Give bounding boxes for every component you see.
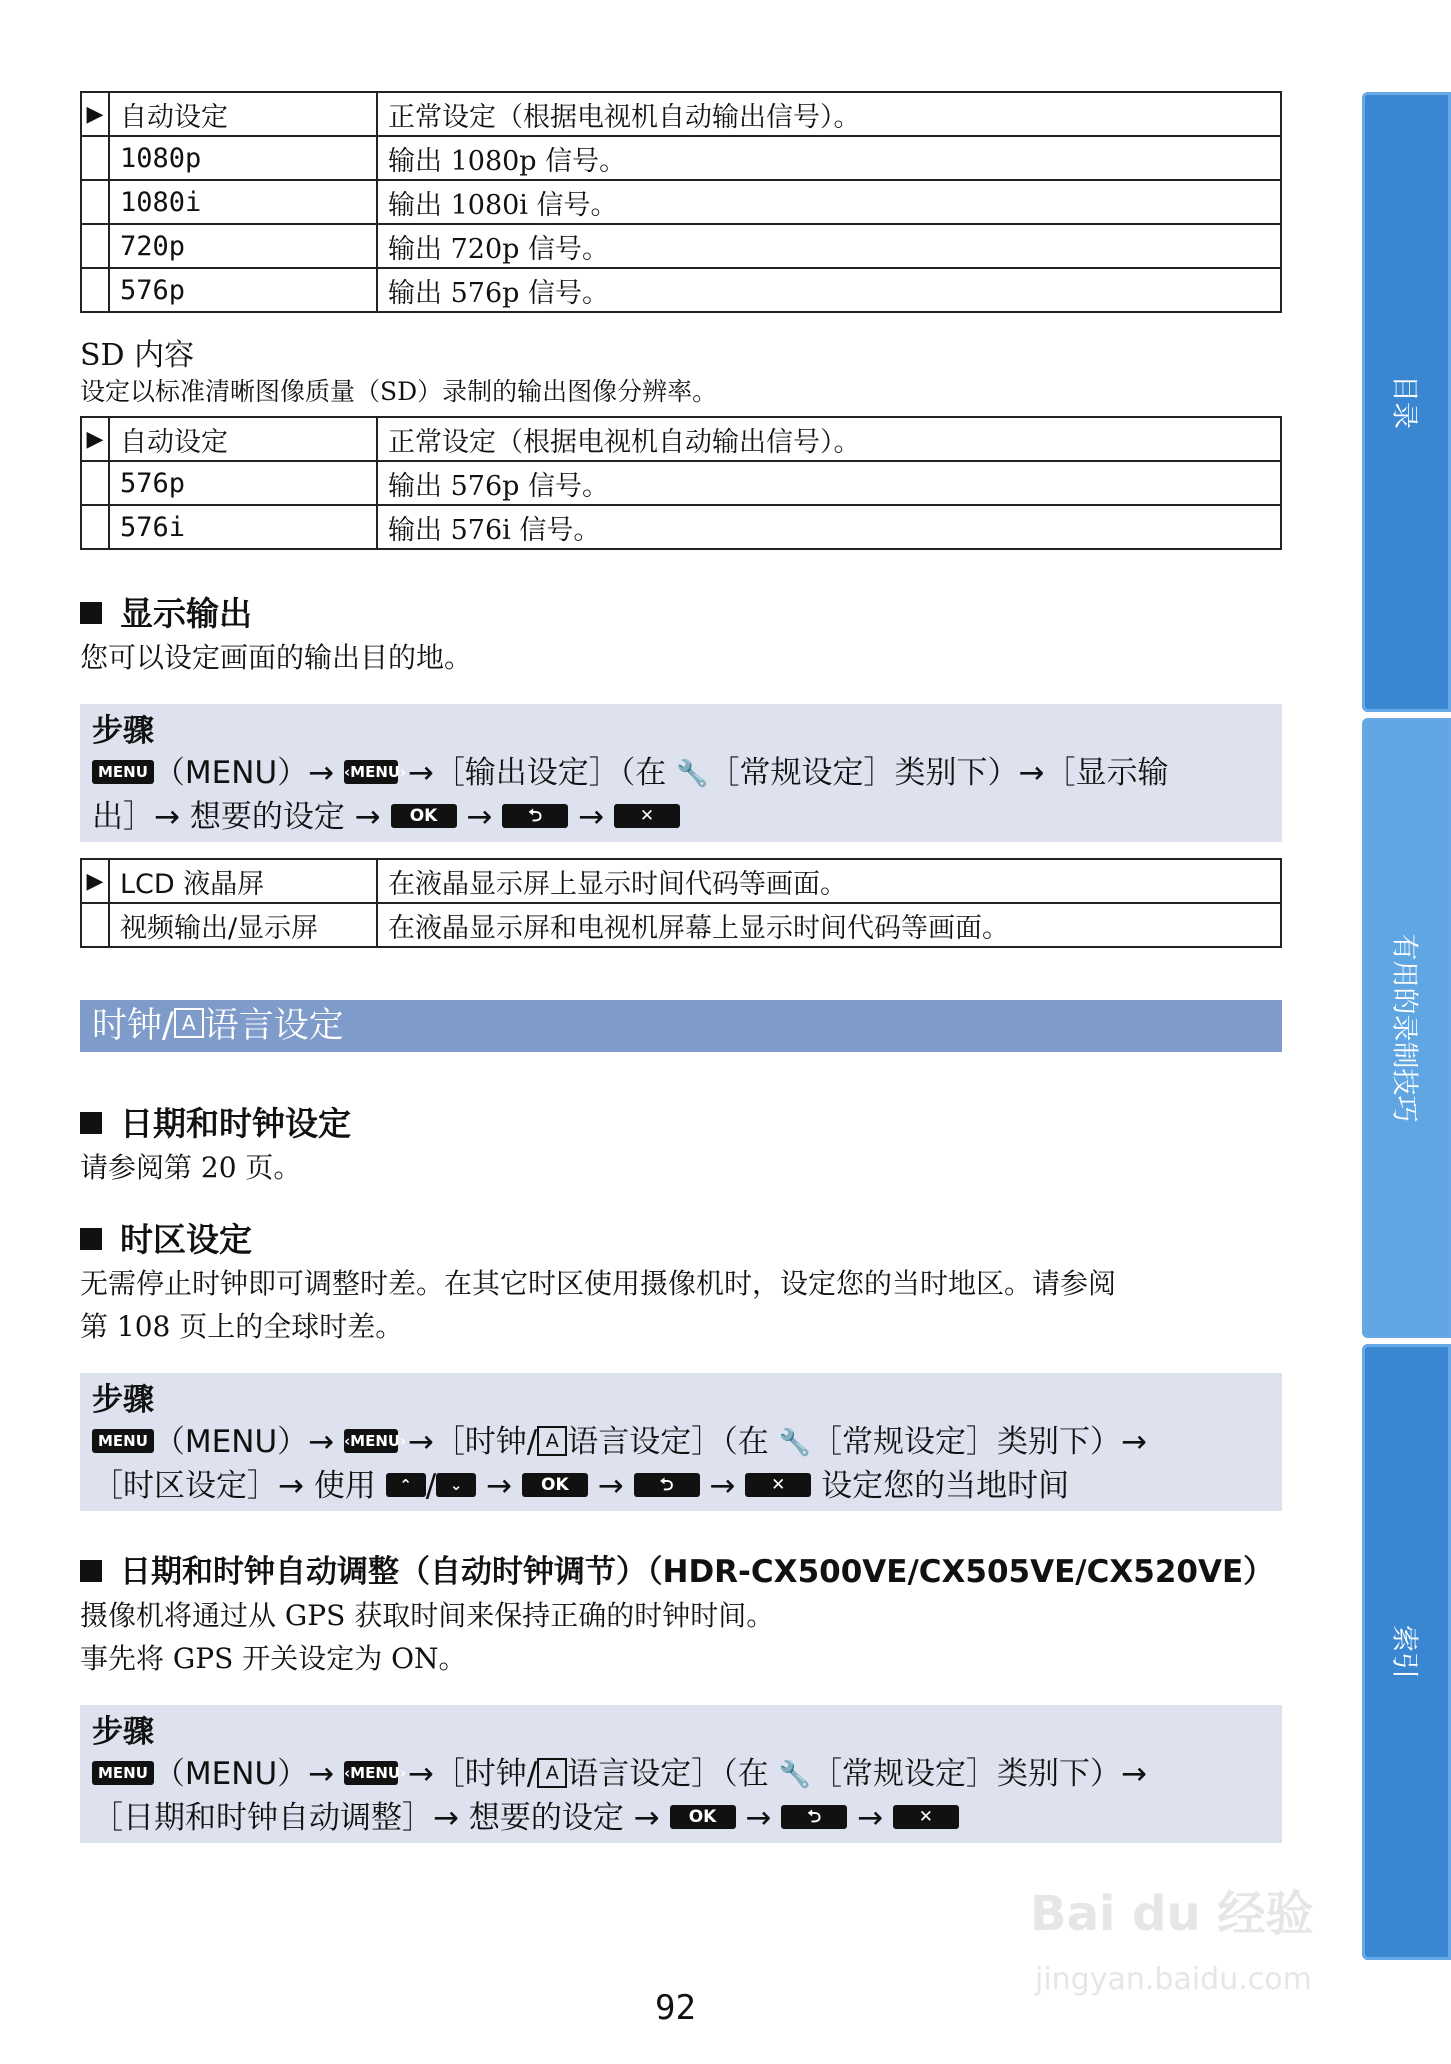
watermark-url: jingyan.baidu.com bbox=[1035, 1962, 1312, 1997]
timezone-heading bbox=[80, 1214, 252, 1261]
steps-title: 步骤 bbox=[92, 1382, 154, 1418]
square-bullet-icon bbox=[80, 1112, 102, 1134]
option-name: 1080p bbox=[109, 136, 377, 180]
sd-output-table bbox=[80, 416, 1282, 550]
option-name: LCD 液晶屏 bbox=[109, 859, 377, 903]
close-key-icon: ✕ bbox=[745, 1473, 811, 1497]
option-desc: 输出 1080p 信号。 bbox=[377, 136, 1281, 180]
close-key-icon: ✕ bbox=[893, 1805, 959, 1829]
ok-key-icon: OK bbox=[522, 1473, 588, 1497]
steps-text: ［时钟/ bbox=[433, 1424, 538, 1460]
steps-line-2 bbox=[92, 1465, 1272, 1508]
ok-key-icon: OK bbox=[670, 1805, 736, 1829]
heading-text: 时区设定 bbox=[120, 1220, 252, 1259]
auto-clock-steps bbox=[80, 1705, 1282, 1843]
steps-title: 步骤 bbox=[92, 713, 154, 749]
steps-text: （MENU）→ bbox=[153, 1424, 335, 1460]
steps-text: / bbox=[425, 1468, 437, 1504]
back-key-icon: ⮌ bbox=[781, 1805, 847, 1829]
option-desc: 输出 576p 信号。 bbox=[377, 461, 1281, 505]
heading-text: 显示输出 bbox=[120, 594, 252, 633]
table-row bbox=[81, 136, 1281, 180]
steps-text: ［时钟/ bbox=[433, 1756, 538, 1792]
display-output-heading bbox=[80, 588, 252, 635]
option-name: 576p bbox=[109, 268, 377, 312]
display-output-steps bbox=[80, 704, 1282, 842]
up-key-icon: ⌃ bbox=[386, 1473, 426, 1497]
steps-title: 步骤 bbox=[92, 1714, 154, 1750]
steps-text: 设定您的当地时间 bbox=[821, 1468, 1070, 1504]
default-marker bbox=[81, 268, 109, 312]
option-desc: 正常设定（根据电视机自动输出信号）。 bbox=[377, 92, 1281, 136]
steps-line-2 bbox=[92, 1797, 1272, 1840]
arrow: → bbox=[709, 1468, 736, 1504]
table-row bbox=[81, 903, 1281, 947]
down-key-icon: ⌄ bbox=[436, 1473, 476, 1497]
menu-home-key-icon: ‹MENU› bbox=[344, 760, 398, 784]
close-key-icon: ✕ bbox=[614, 804, 680, 828]
page-number: 92 bbox=[655, 1988, 696, 2028]
square-bullet-icon bbox=[80, 602, 102, 624]
option-desc: 输出 720p 信号。 bbox=[377, 224, 1281, 268]
display-output-table bbox=[80, 858, 1282, 948]
square-bullet-icon bbox=[80, 1560, 102, 1582]
table-row bbox=[81, 461, 1281, 505]
display-output-desc: 您可以设定画面的输出目的地。 bbox=[80, 641, 473, 674]
steps-text: 出］→ 想要的设定 → bbox=[92, 799, 381, 835]
steps-text: ［常规设定］类别下）→ bbox=[811, 1424, 1147, 1460]
option-desc: 在液晶显示屏上显示时间代码等画面。 bbox=[377, 859, 1281, 903]
auto-clock-desc-2: 事先将 GPS 开关设定为 ON。 bbox=[80, 1642, 467, 1675]
default-marker bbox=[81, 224, 109, 268]
wrench-icon: 🔧 bbox=[676, 759, 709, 789]
tab-index-label: 索引 bbox=[1388, 1625, 1419, 1679]
option-desc: 输出 576i 信号。 bbox=[377, 505, 1281, 549]
timezone-steps bbox=[80, 1373, 1282, 1511]
steps-text: 语言设定］（在 bbox=[567, 1756, 769, 1792]
section-title bbox=[80, 1000, 1282, 1052]
steps-line-1 bbox=[92, 1753, 1272, 1797]
steps-line-1 bbox=[92, 1421, 1272, 1465]
arrow: → bbox=[466, 799, 493, 835]
auto-clock-desc-1: 摄像机将通过从 GPS 获取时间来保持正确的时钟时间。 bbox=[80, 1599, 775, 1632]
menu-home-key-icon: ‹MENU› bbox=[344, 1429, 398, 1453]
arrow: → bbox=[486, 1468, 512, 1504]
steps-text: ［日期和时钟自动调整］→ 想要的设定 → bbox=[92, 1800, 660, 1836]
steps-text: ［时区设定］→ 使用 bbox=[92, 1468, 376, 1504]
menu-key-icon: MENU bbox=[92, 1429, 154, 1453]
option-desc: 在液晶显示屏和电视机屏幕上显示时间代码等画面。 bbox=[377, 903, 1281, 947]
table-row bbox=[81, 224, 1281, 268]
steps-text: 语言设定］（在 bbox=[567, 1424, 769, 1460]
option-name: 自动设定 bbox=[109, 417, 377, 461]
steps-text: （MENU）→ bbox=[153, 1756, 335, 1792]
back-key-icon: ⮌ bbox=[502, 804, 568, 828]
date-time-desc: 请参阅第 20 页。 bbox=[80, 1151, 302, 1184]
default-marker bbox=[81, 180, 109, 224]
section-title-text: 时钟/ bbox=[92, 1006, 174, 1046]
arrow: → bbox=[745, 1800, 772, 1836]
heading-text: 日期和时钟自动调整（自动时钟调节）（HDR-CX500VE/CX505VE/CX520VE） bbox=[120, 1554, 1275, 1590]
default-marker bbox=[81, 903, 109, 947]
tab-contents[interactable] bbox=[1362, 92, 1451, 712]
arrow: → bbox=[857, 1800, 884, 1836]
language-icon: A bbox=[537, 1758, 567, 1788]
table-row bbox=[81, 180, 1281, 224]
default-marker bbox=[81, 505, 109, 549]
steps-text: ［输出设定］（在 bbox=[433, 755, 667, 791]
arrow: → bbox=[407, 755, 434, 791]
steps-text: ［常规设定］类别下）→［显示输 bbox=[708, 755, 1169, 791]
default-marker: ▶ bbox=[81, 92, 109, 136]
arrow: → bbox=[407, 1424, 434, 1460]
steps-text: ［常规设定］类别下）→ bbox=[811, 1756, 1147, 1792]
option-name: 576i bbox=[109, 505, 377, 549]
watermark-logo: Bai du 经验 bbox=[1030, 1886, 1314, 1942]
option-name: 1080i bbox=[109, 180, 377, 224]
menu-home-key-icon: ‹MENU› bbox=[344, 1761, 398, 1785]
arrow: → bbox=[597, 1468, 624, 1504]
tab-recording-tips[interactable] bbox=[1362, 718, 1451, 1338]
option-desc: 输出 1080i 信号。 bbox=[377, 180, 1281, 224]
auto-clock-heading bbox=[80, 1546, 1274, 1591]
back-key-icon: ⮌ bbox=[634, 1473, 700, 1497]
timezone-desc-2: 第 108 页上的全球时差。 bbox=[80, 1310, 404, 1343]
table-row bbox=[81, 268, 1281, 312]
table-row bbox=[81, 859, 1281, 903]
language-icon: A bbox=[537, 1426, 567, 1456]
tab-contents-label: 目录 bbox=[1388, 375, 1419, 429]
steps-line-2 bbox=[92, 796, 1272, 839]
arrow: → bbox=[578, 799, 605, 835]
square-bullet-icon bbox=[80, 1228, 102, 1250]
option-desc: 输出 576p 信号。 bbox=[377, 268, 1281, 312]
option-name: 视频输出/显示屏 bbox=[109, 903, 377, 947]
default-marker: ▶ bbox=[81, 859, 109, 903]
tab-index[interactable] bbox=[1362, 1344, 1451, 1960]
ok-key-icon: OK bbox=[391, 804, 457, 828]
default-marker bbox=[81, 136, 109, 180]
menu-key-icon: MENU bbox=[92, 760, 154, 784]
option-name: 720p bbox=[109, 224, 377, 268]
section-title-text: 语言设定 bbox=[203, 1006, 344, 1046]
sd-title: SD 内容 bbox=[80, 338, 195, 373]
table-row bbox=[81, 505, 1281, 549]
steps-text: （MENU）→ bbox=[153, 755, 335, 791]
date-time-heading bbox=[80, 1098, 351, 1145]
timezone-desc-1: 无需停止时钟即可调整时差。在其它时区使用摄像机时，设定您的当时地区。请参阅 bbox=[80, 1267, 1117, 1300]
tab-recording-tips-label: 有用的录制技巧 bbox=[1388, 933, 1419, 1123]
option-name: 576p bbox=[109, 461, 377, 505]
arrow: → bbox=[407, 1756, 434, 1792]
default-marker: ▶ bbox=[81, 417, 109, 461]
table-row bbox=[81, 92, 1281, 136]
wrench-icon: 🔧 bbox=[778, 1428, 811, 1458]
option-desc: 正常设定（根据电视机自动输出信号）。 bbox=[377, 417, 1281, 461]
sd-desc: 设定以标准清晰图像质量（SD）录制的输出图像分辨率。 bbox=[80, 377, 718, 406]
table-row bbox=[81, 417, 1281, 461]
language-icon: A bbox=[174, 1008, 204, 1038]
default-marker bbox=[81, 461, 109, 505]
steps-line-1 bbox=[92, 752, 1272, 796]
hd-output-table bbox=[80, 91, 1282, 313]
menu-key-icon: MENU bbox=[92, 1761, 154, 1785]
option-name: 自动设定 bbox=[109, 92, 377, 136]
heading-text: 日期和时钟设定 bbox=[120, 1104, 351, 1143]
wrench-icon: 🔧 bbox=[778, 1760, 811, 1790]
